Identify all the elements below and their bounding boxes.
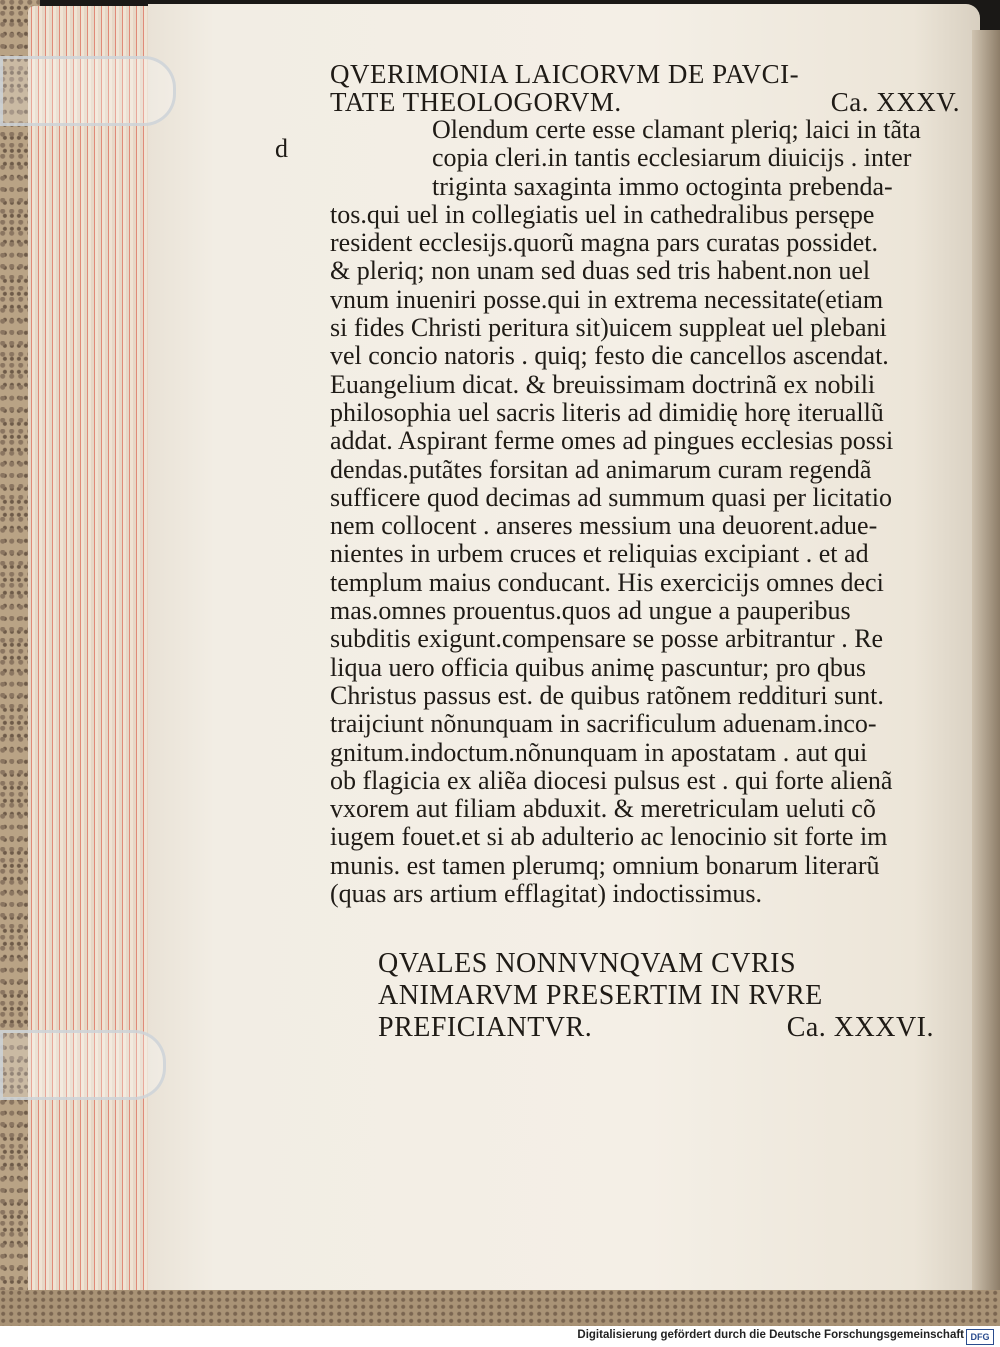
text-line: mas.omnes prouentus.quos ad ungue a pauperibus — [330, 596, 851, 626]
text-line: (quas ars artium efflagitat) indoctissimus. — [330, 879, 763, 909]
chapter-36-heading-line1: QVALES NONNVNQVAM CVRIS — [378, 948, 797, 979]
text-line: vnum inueniri posse.qui in extrema necessitate(etiam — [330, 284, 884, 314]
chapter-36-heading-line2: ANIMARVM PRESERTIM IN RVRE — [378, 980, 823, 1011]
chapter-36-heading-line3: PREFICIANTVR. — [378, 1012, 593, 1043]
text-line: munis. est tamen plerumq; omnium bonarum literarũ — [330, 850, 880, 880]
text-line: liqua uero officia quibus animę pascuntur; pro qbus — [330, 652, 867, 682]
chapter-35-label: Ca. XXXV. — [830, 87, 960, 117]
text-line: dendas.putãtes forsitan ad animarum curam regendã — [330, 454, 872, 484]
text-line: addat. Aspirant ferme omes ad pingues ecclesias possi — [330, 426, 894, 456]
glass-clip-top — [0, 56, 176, 126]
text-line: copia cleri.in tantis ecclesiarum diuicijs . inter — [432, 143, 912, 173]
text-line: & pleriq; non unam sed duas sed tris habent.non uel — [330, 256, 871, 286]
guide-initial: d — [275, 134, 288, 163]
chapter-36-heading-line3-row — [378, 1012, 934, 1044]
chapter-36-heading — [378, 948, 934, 1044]
text-line: vel concio natoris . quiq; festo die cancellos ascendat. — [330, 341, 889, 371]
book-gutter-right — [972, 30, 1000, 1290]
chapter-35-heading-line2-row — [330, 88, 960, 116]
text-line: sufficere quod decimas ad summum quasi per licitatio — [330, 482, 892, 512]
chapter-36-label: Ca. XXXVI. — [786, 1012, 934, 1043]
text-line: triginta saxaginta immo octoginta prebenda- — [432, 171, 893, 201]
text-line: templum maius conducant. His exercicijs omnes deci — [330, 567, 884, 597]
text-line: iugem fouet.et si ab adulterio ac lenocinio sit forte im — [330, 822, 888, 852]
footer-credit: Digitalisierung gefördert durch die Deutsche Forschungsgemeinschaft — [577, 1329, 964, 1341]
marbled-cover-bottom — [0, 1290, 1000, 1326]
text-line: si fides Christi peritura sit)uicem suppleat uel plebani — [330, 313, 887, 343]
dfg-logo-icon: DFG — [966, 1329, 994, 1345]
page-edges — [28, 6, 158, 1296]
chapter-35-body — [330, 116, 970, 908]
chapter-35-heading-line2: TATE THEOLOGORVM. — [330, 87, 622, 117]
chapter-35 — [275, 59, 970, 909]
text-line: subditis exigunt.compensare se posse arbitrantur . Re — [330, 624, 884, 654]
text-line: Christus passus est. de quibus ratõnem reddituri sunt. — [330, 680, 884, 710]
text-line: ob flagicia ex aliẽa diocesi pulsus est . qui forte alienã — [330, 765, 893, 795]
text-line: Olendum certe esse clamant pleriq; laici in tãta — [432, 115, 921, 144]
text-line: nientes in urbem cruces et reliquias excipiant . et ad — [330, 539, 869, 569]
text-line: gnitum.indoctum.nõnunquam in apostatam . aut qui — [330, 737, 868, 767]
text-line: traijciunt nõnunquam in sacrificulum aduenam.inco- — [330, 709, 877, 739]
chapter-35-heading-line1: QVERIMONIA LAICORVM DE PAVCI- — [330, 59, 800, 89]
glass-clip-bottom — [0, 1030, 166, 1100]
text-line: vxorem aut filiam abduxit. & meretriculam ueluti cõ — [330, 794, 876, 824]
text-line: nem collocent . anseres messium una deuorent.adue- — [330, 511, 878, 541]
text-line: tos.qui uel in collegiatis uel in cathedralibus persępe — [330, 199, 875, 229]
text-line: Euangelium dicat. & breuissimam doctrinã ex nobili — [330, 369, 876, 399]
text-line: resident ecclesijs.quorũ magna pars curatas possidet. — [330, 228, 878, 258]
footer-bar — [0, 1326, 1000, 1347]
text-line: philosophia uel sacris literis ad dimidię horę iteruallũ — [330, 397, 884, 427]
